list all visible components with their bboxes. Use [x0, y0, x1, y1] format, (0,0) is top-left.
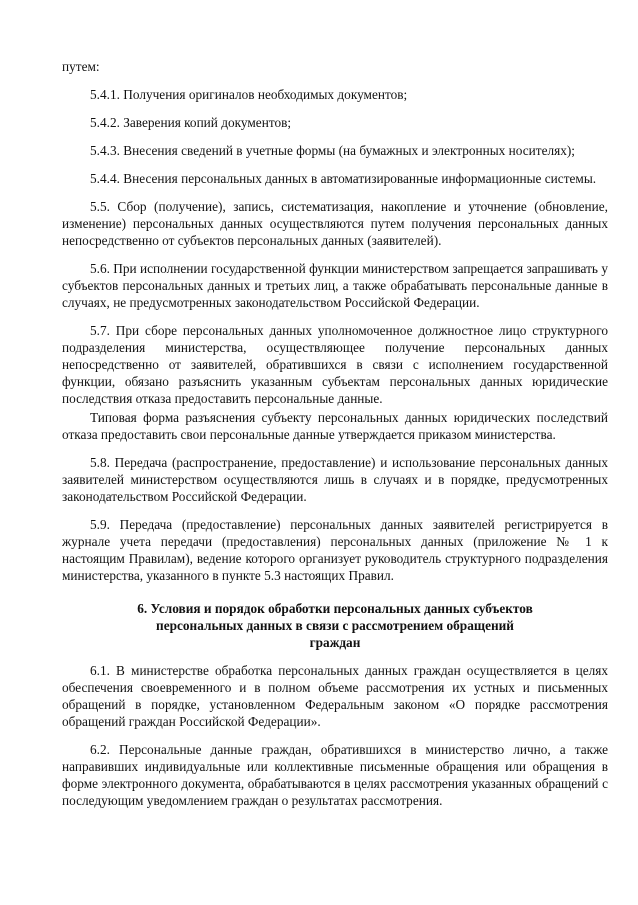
paragraph-5-9: 5.9. Передача (предоставление) персональных данных заявителей регистрируется в журнале учета передачи (предоставления) персональных данных (приложение № 1 к настоящим Правилам), ведение которого организует руководитель структурного подразделения министерства, указанного в пункте 5.3 настоящих Правил.	[62, 517, 608, 583]
paragraph-6-1: 6.1. В министерстве обработка персональных данных граждан осуществляется в целях обеспечения своевременного и в полном объеме рассмотрения их устных и письменных обращений в порядке, установленном Федеральным законом «О порядке рассмотрения обращений граждан Российской Федерации».	[62, 663, 608, 729]
paragraph-5-7: 5.7. При сборе персональных данных уполномоченное должностное лицо структурного подразделения министерства, осуществляющее получение персональных данных непосредственно от заявителей, обратившихся в связи с исполнением государственной функции, обязано разъяснить указанным субъектам персональных данных юридические последствия отказа предоставить персональные данные.	[62, 323, 608, 406]
paragraph-6-2: 6.2. Персональные данные граждан, обратившихся в министерство лично, а также направивших индивидуальные или коллективные письменные обращения или обращения в форме электронного документа, обрабатываются в целях рассмотрения указанных обращений с последующим уведомлением граждан о результатах рассмотрения.	[62, 742, 608, 808]
section-6-heading	[62, 600, 608, 651]
item-5-4-3: 5.4.3. Внесения сведений в учетные формы (на бумажных и электронных носителях);	[90, 143, 575, 158]
intro-text: путем:	[62, 59, 100, 74]
item-5-4-4: 5.4.4. Внесения персональных данных в автоматизированные информационные системы.	[90, 171, 597, 186]
item-5-4-2: 5.4.2. Заверения копий документов;	[90, 115, 292, 130]
paragraph-5-5: 5.5. Сбор (получение), запись, систематизация, накопление и уточнение (обновление, изменение) персональных данных осуществляются путем получения персональных данных непосредственно от субъектов персональных данных (заявителей).	[62, 199, 608, 248]
item-5-4-1: 5.4.1. Получения оригиналов необходимых документов;	[90, 87, 408, 102]
heading-line-2: персональных данных в связи с рассмотрением обращений	[156, 618, 514, 633]
paragraph-5-6: 5.6. При исполнении государственной функции министерством запрещается запрашивать у субъектов персональных данных и третьих лиц, а также обрабатывать персональные данные в случаях, не предусмотренных законодательством Российской Федерации.	[62, 261, 608, 310]
paragraph-5-7-form: Типовая форма разъяснения субъекту персональных данных юридических последствий отказа предоставить свои персональные данные утверждается приказом министерства.	[62, 410, 608, 442]
heading-line-1: 6. Условия и порядок обработки персональных данных субъектов	[137, 601, 533, 616]
heading-line-3: граждан	[309, 635, 361, 650]
paragraph-5-8: 5.8. Передача (распространение, предоставление) и использование персональных данных заявителей министерством осуществляются лишь в случаях и в порядке, предусмотренных законодательством Российской Федерации.	[62, 455, 608, 504]
